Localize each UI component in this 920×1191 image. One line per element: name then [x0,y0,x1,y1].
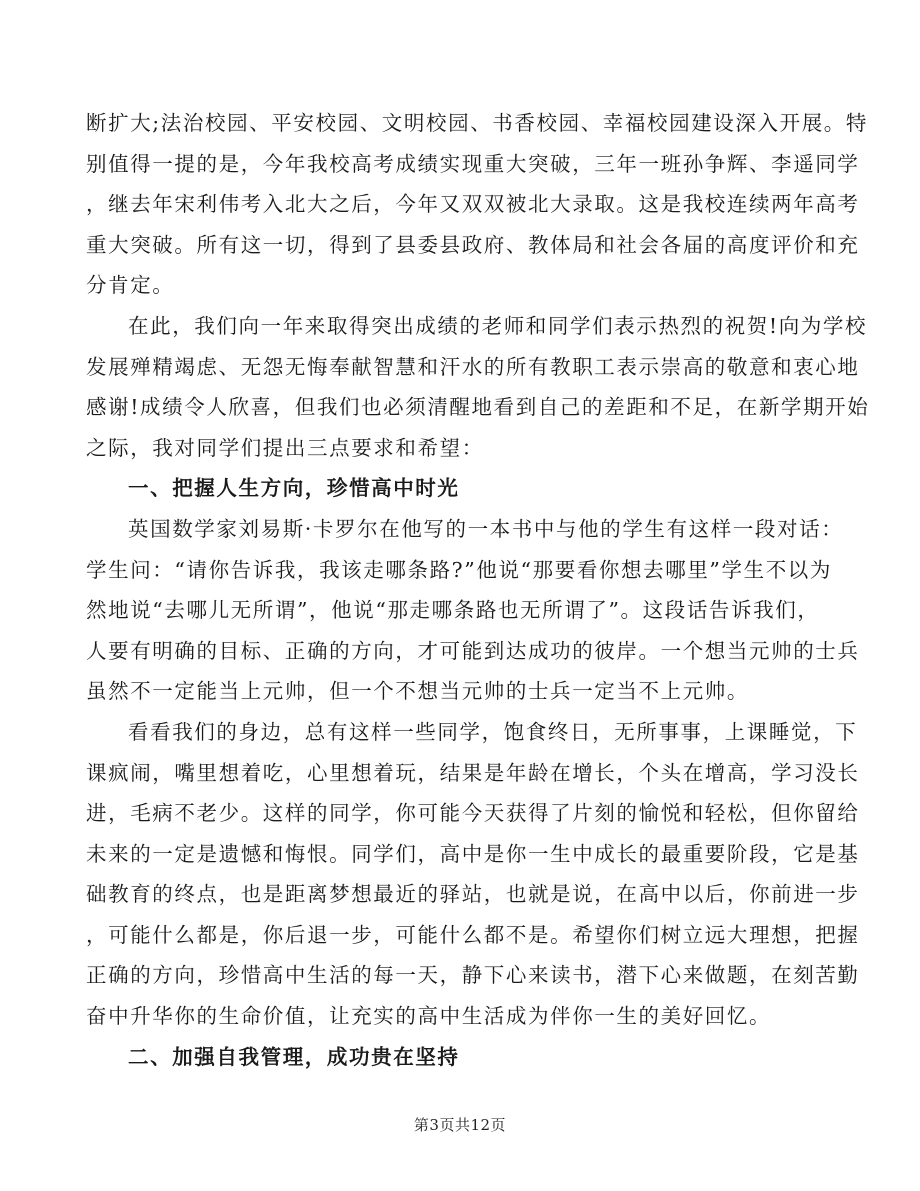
text-line: 课疯闹，嘴里想着吃，心里想着玩，结果是年龄在增长，个头在增高，学习没长 [86,760,860,785]
paragraph-start-line: 在此，我们向一年来取得突出成绩的老师和同学们表示热烈的祝贺!向为学校 [128,313,868,338]
text-line: 之际，我对同学们提出三点要求和希望： [86,435,484,460]
text-line: 学生问：“请你告诉我，我该走哪条路?”他说“那要看你想去哪里”学生不以为 [86,557,833,582]
text-line: 虽然不一定能当上元帅，但一个不想当元帅的士兵一定当不上元帅。 [86,679,749,704]
section-heading: 一、把握人生方向，珍惜高中时光 [128,476,460,501]
text-line: 断扩大;法治校园、平安校园、文明校园、书香校园、幸福校园建设深入开展。特 [86,111,869,135]
text-line: 奋中升华你的生命价值，让充实的高中生活成为伴你一生的美好回忆。 [86,1004,772,1029]
text-line: 然地说“去哪儿无所谓”，他说“那走哪条路也无所谓了”。这段话告诉我们， [86,598,820,623]
text-line: ，可能什么都是，你后退一步，可能什么都不是。希望你们树立远大理想，把握 [86,922,860,947]
text-line: 感谢!成绩令人欣喜，但我们也必须清醒地看到自己的差距和不足，在新学期开始 [86,395,870,420]
text-line: 人要有明确的目标、正确的方向，才可能到达成功的彼岸。一个想当元帅的士兵 [86,638,860,663]
text-line: 正确的方向，珍惜高中生活的每一天，静下心来读书，潜下心来做题，在刻苦勤 [86,963,860,988]
text-line: ，继去年宋利伟考入北大之后，今年又双双被北大录取。这是我校连续两年高考 [86,192,860,217]
text-line: 未来的一定是遗憾和悔恨。同学们，高中是你一生中成长的最重要阶段，它是基 [86,841,860,866]
text-line: 别值得一提的是，今年我校高考成绩实现重大突破，三年一班孙争辉、李遥同学 [86,151,860,176]
paragraph-start-line: 看看我们的身边，总有这样一些同学，饱食终日，无所事事，上课睡觉，下 [128,719,858,744]
text-line: 发展殚精竭虑、无怨无悔奉献智慧和汗水的所有教职工表示崇高的敬意和衷心地 [86,354,860,379]
page-number: 第3页共12页 [413,1116,507,1134]
section-heading: 二、加强自我管理，成功贵在坚持 [128,1044,460,1069]
text-line: 分肯定。 [86,273,175,298]
text-line: 进，毛病不老少。这样的同学，你可能今天获得了片刻的愉悦和轻松，但你留给 [86,801,860,826]
text-line: 重大突破。所有这一切，得到了县委县政府、教体局和社会各届的高度评价和充 [86,232,860,257]
paragraph-start-line: 英国数学家刘易斯·卡罗尔在他写的一本书中与他的学生有这样一段对话： [128,516,844,541]
text-line: 础教育的终点，也是距离梦想最近的驿站，也就是说，在高中以后，你前进一步 [86,882,860,907]
document-body [86,103,870,1077]
